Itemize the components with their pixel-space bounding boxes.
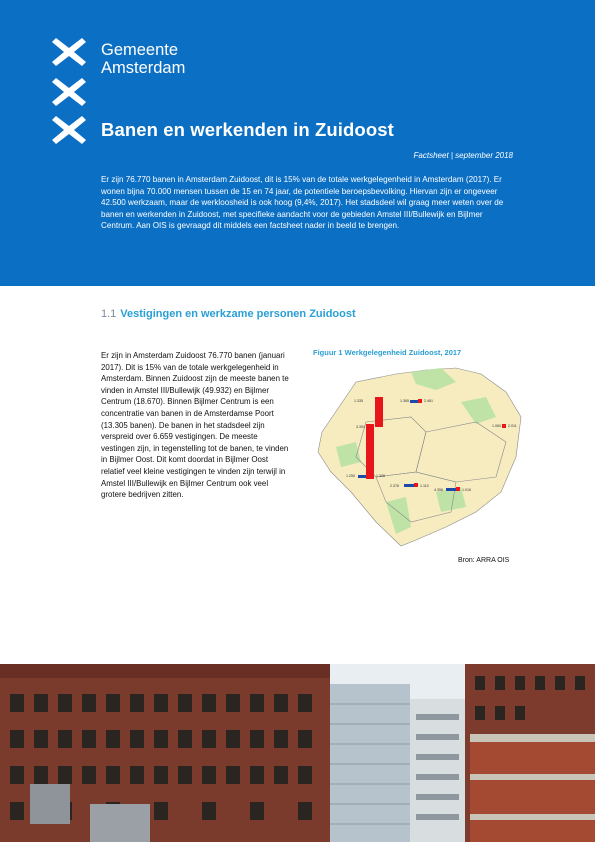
map-label: 1.250 <box>346 474 355 478</box>
employment-map <box>316 362 523 547</box>
section-heading <box>101 308 356 320</box>
map-label: 1.335 <box>354 399 363 403</box>
map-bar-vestigingen <box>410 400 418 403</box>
map-bar-banen <box>366 424 374 479</box>
org-line2: Amsterdam <box>101 59 186 77</box>
org-name <box>101 41 185 77</box>
map-bar-vestigingen <box>446 488 456 491</box>
section-title: Vestigingen en werkzame personen Zuidoost <box>120 308 356 320</box>
figure-source: Bron: ARRA OIS <box>458 557 510 564</box>
map-bar-banen <box>456 487 460 491</box>
body-paragraph: Er zijn in Amsterdam Zuidoost 76.770 banen (januari 2017). Dit is 15% van de totale werkgelegenheid in Amsterdam. Binnen Zuidoost zijn de meeste banen te vinden in Amstel III/Bullewijk (49.932) en Bijlmer Centrum (18.670). Binnen Bijlmer Centrum is een concentratie van banen in de Amsterdamse Poort (13.305 banen). De banen in het stadsdeel zijn verspreid over 6.659 vestigingen. De meeste vestingen zijn, in tegenstelling tot de banen, te vinden in Bijlmer Oost. Dit komt doordat in Bijlmer Oost relatief veel kleine vestigingen te vinden zijn terwijl in Amstel III/Bullewijk en Bijlmer Centrum ook veel grotere bedrijven zitten. <box>101 351 289 500</box>
map-label: 1.365 <box>400 399 409 403</box>
map-label: 2.461 <box>424 399 433 403</box>
map-label: 1.016 <box>462 488 471 492</box>
buildings-photo <box>0 664 595 842</box>
page-title: Banen en werkenden in Zuidoost <box>101 119 394 140</box>
map-bar-banen <box>418 399 422 403</box>
logo-x-icon <box>52 38 86 66</box>
figure-caption: Figuur 1 Werkgelegenheid Zuidoost, 2017 <box>313 348 462 357</box>
org-line1: Gemeente <box>101 41 179 59</box>
map-bar-banen <box>375 397 383 427</box>
map-label: 1.110 <box>420 484 429 488</box>
map-label: 1.305 <box>376 474 385 478</box>
factsheet-meta: Factsheet | september 2018 <box>413 151 513 160</box>
map-bar-vestigingen <box>404 484 414 487</box>
map-label: 2.376 <box>390 484 399 488</box>
map-label: 2.011 <box>508 424 517 428</box>
map-bar-vestigingen <box>358 475 366 478</box>
logo-x-icon <box>52 78 86 106</box>
section-number: 1.1 <box>101 308 117 320</box>
map-bar-banen <box>414 483 418 487</box>
logo-x-icon <box>52 116 86 144</box>
intro-paragraph: Er zijn 76.770 banen in Amsterdam Zuidoost, dit is 15% van de totale werkgelegenheid in Amsterdam (2017). Er wonen bijna 70.000 mensen tussen de 15 en 74 jaar, de potentiele beroepsbevolking. Hiervan zijn er ongeveer 42.500 werkzaam, maar de werkloosheid is ook hoog (9,4%, 2017). Het stadsdeel wil graag meer weten over de banen en werkenden in Zuidoost, met specifieke aandacht voor de gebieden Amstel III/Bullewijk en Bijlmer Centrum. Aan OIS is gevraagd dit middels een factsheet nader in beeld te brengen. <box>101 175 504 231</box>
map-label: 1.060 <box>492 424 501 428</box>
header-banner <box>0 0 595 286</box>
map-label: 3.391 <box>356 425 365 429</box>
map-label: 4.356 <box>434 488 443 492</box>
map-bar-banen <box>502 424 506 428</box>
